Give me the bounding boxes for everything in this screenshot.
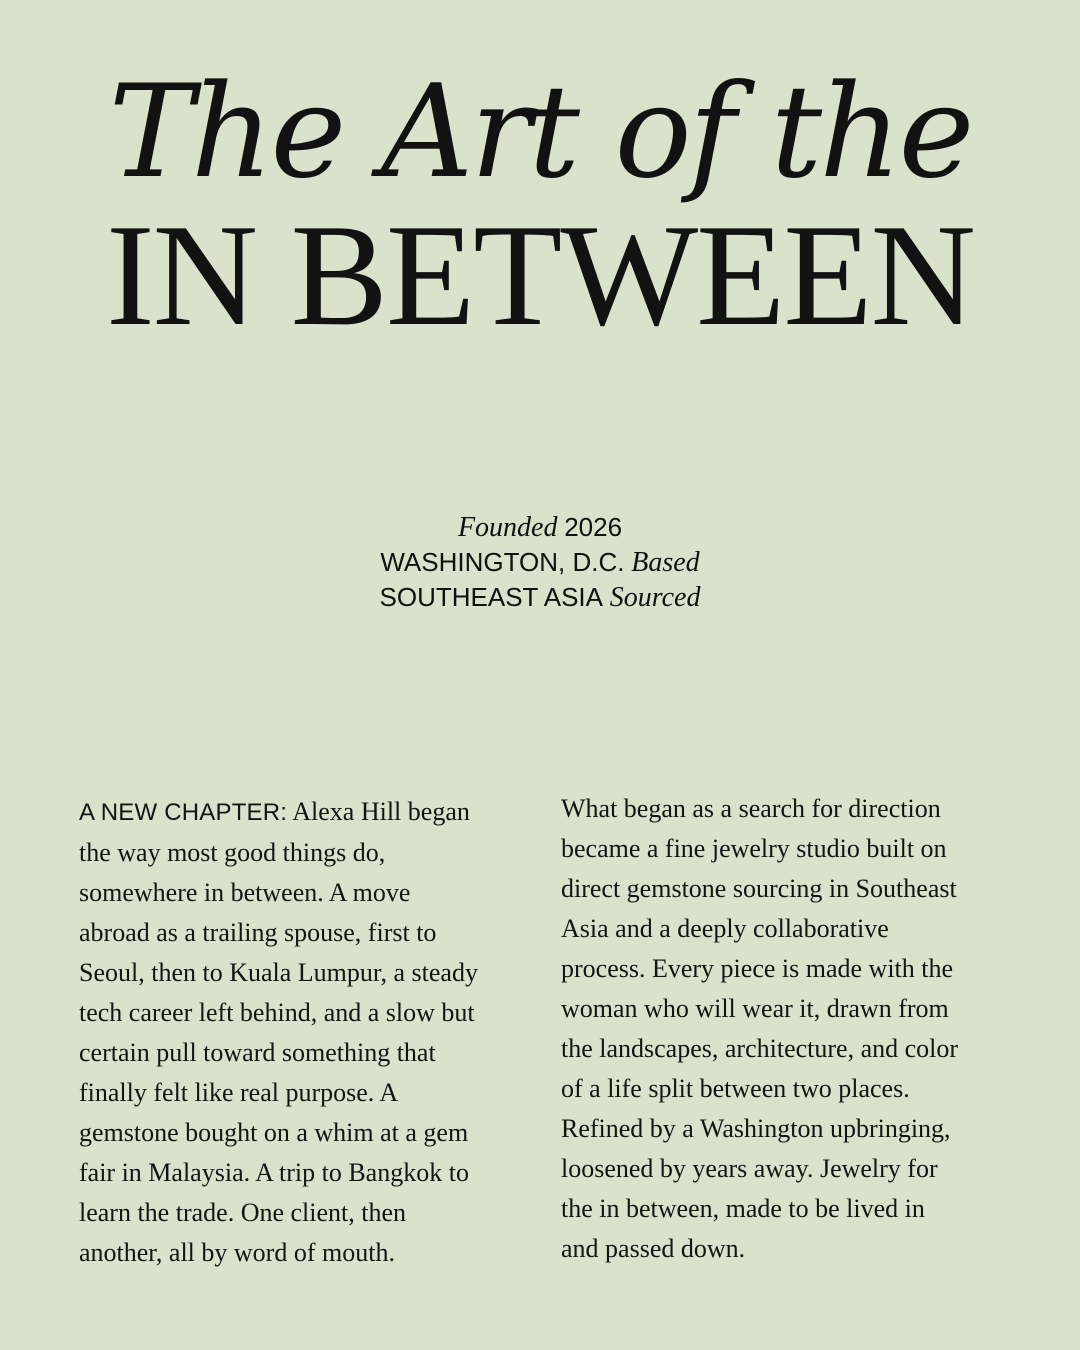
body-line: What began as a search for direction [561, 794, 941, 823]
body-line: Asia and a deeply collaborative [561, 914, 889, 943]
body-line: somewhere in between. A move [79, 878, 411, 907]
body-line: fair in Malaysia. A trip to Bangkok to [79, 1158, 469, 1187]
body-line: became a fine jewelry studio built on [561, 834, 947, 863]
lead-label: A NEW CHAPTER: [79, 799, 288, 826]
body-line: gemstone bought on a whim at a gem [79, 1118, 469, 1147]
body-line: abroad as a trailing spouse, first to [79, 918, 437, 947]
body-line: and passed down. [561, 1234, 746, 1263]
title-script-line: The Art of the [108, 58, 972, 207]
body-line: finally felt like real purpose. A [79, 1078, 399, 1107]
founded-label: Founded [457, 512, 558, 543]
title-caps-line: IN BETWEEN [106, 194, 974, 356]
founded-year: 2026 [564, 512, 623, 542]
body-line: the way most good things do, [79, 838, 386, 867]
source-region: SOUTHEAST ASIA [379, 582, 603, 612]
body-line: learn the trade. One client, then [79, 1198, 407, 1227]
body-line: certain pull toward something that [79, 1038, 436, 1067]
base-city: WASHINGTON, D.C. [380, 547, 625, 577]
body-column-right [561, 789, 1001, 1269]
body-line: loosened by years away. Jewelry for [561, 1154, 938, 1183]
source-label: Sourced [609, 582, 701, 613]
body-line [79, 792, 519, 833]
body-line: tech career left behind, and a slow but [79, 998, 475, 1027]
body-column-left [79, 792, 519, 1273]
body-line: woman who will wear it, drawn from [561, 994, 949, 1023]
base-label: Based [631, 547, 700, 578]
meta-block [0, 510, 1080, 615]
body-line: Seoul, then to Kuala Lumpur, a steady [79, 958, 478, 987]
body-line: Refined by a Washington upbringing, [561, 1114, 951, 1143]
body-line: the in between, made to be lived in [561, 1194, 925, 1223]
body-line: the landscapes, architecture, and color [561, 1034, 959, 1063]
meta-sourced [0, 580, 1080, 615]
meta-founded [0, 510, 1080, 545]
body-line: process. Every piece is made with the [561, 954, 954, 983]
body-line: of a life split between two places. [561, 1074, 910, 1103]
meta-based [0, 545, 1080, 580]
body-line: direct gemstone sourcing in Southeast [561, 874, 957, 903]
body-line-text: Alexa Hill began [292, 797, 470, 826]
body-line: another, all by word of mouth. [79, 1238, 395, 1267]
